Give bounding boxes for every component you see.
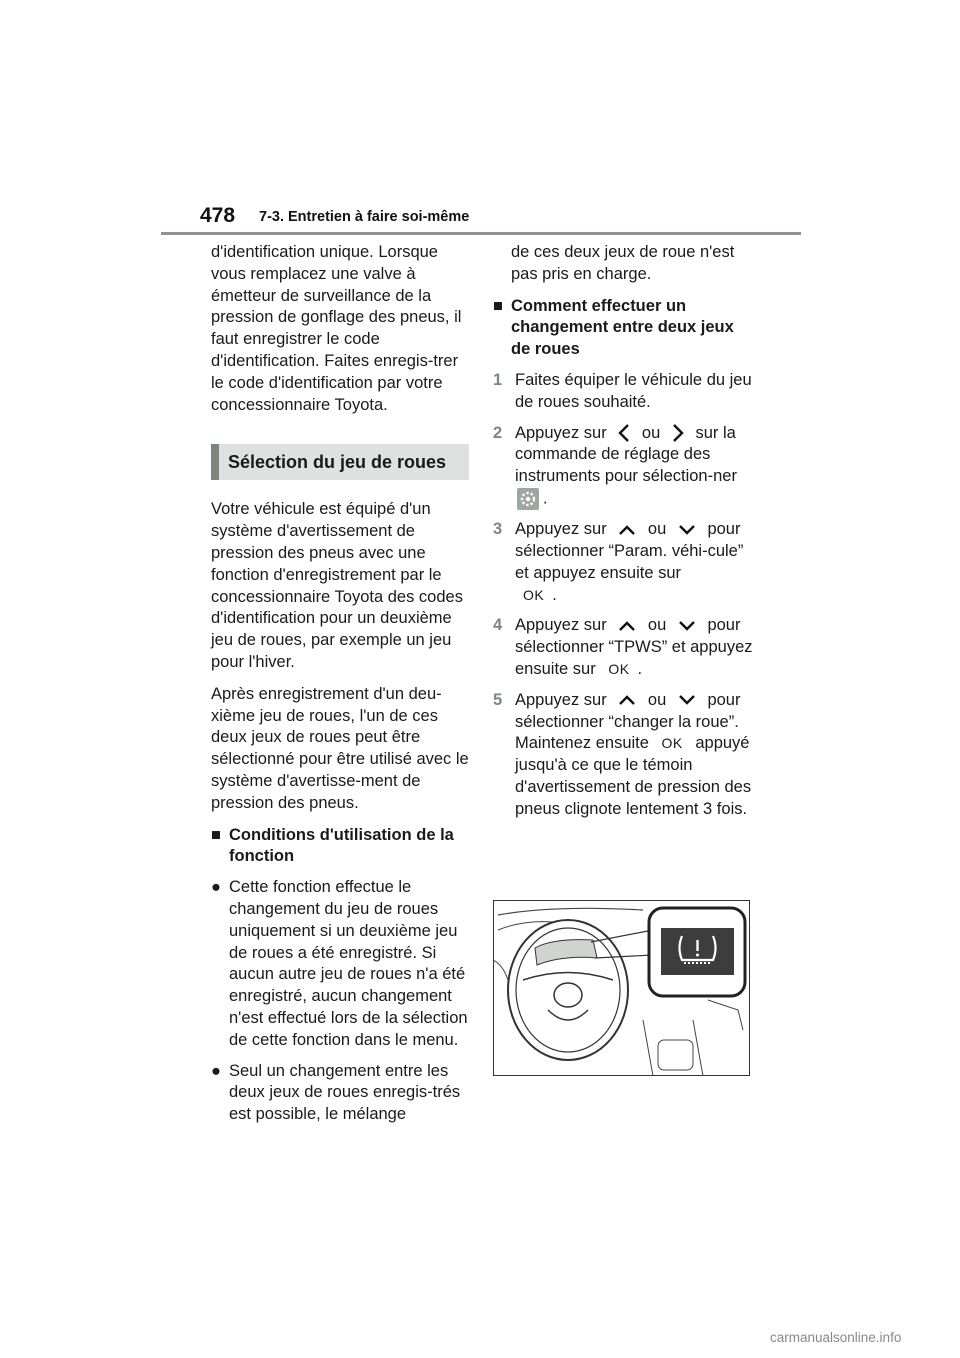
- step-text: .: [543, 489, 548, 508]
- paragraph-2: Après enregistrement d'un deu-xième jeu de roues, l'un de ces deux jeux de roues peut être sélectionné pour être utilisé avec le système d'avertisse-ment de pression des pneus.: [211, 684, 469, 812]
- step-text: Faites équiper le véhicule du jeu de roues souhaité.: [515, 370, 752, 411]
- step-text: pour sélectionner “TPWS” et appuyez ensuite sur: [515, 616, 753, 678]
- step-text: ou: [647, 520, 667, 539]
- chevron-left-icon: [618, 423, 630, 443]
- chevron-down-icon: [678, 524, 696, 536]
- step-number: 3: [493, 520, 503, 539]
- step-4: [493, 615, 755, 680]
- intro-paragraph: d'identification unique. Lorsque vous remplacez une valve à émetteur de surveillance de la pression de gonflage des pneus, il faut enregistrer le code d'identification. Faites enregis-trer le code d'identification par votre concessionnaire Toyota.: [211, 243, 462, 414]
- chevron-up-icon: [618, 620, 636, 632]
- chevron-right-icon: [672, 423, 684, 443]
- chevron-down-icon: [678, 620, 696, 632]
- step-text: Appuyez sur: [515, 616, 607, 635]
- section-title: 7-3. Entretien à faire soi-même: [259, 209, 470, 225]
- page-number: 478: [200, 204, 236, 227]
- step-number: 5: [493, 690, 503, 709]
- step-text: .: [552, 585, 557, 604]
- continuation-paragraph: de ces deux jeux de roue n'est pas pris en charge.: [511, 243, 735, 283]
- header-rule: [161, 232, 801, 235]
- step-text: sur la commande de réglage des instruments pour sélection-ner: [515, 423, 737, 486]
- bullet-item: [211, 877, 473, 1051]
- step-1: [493, 370, 755, 414]
- dashboard-illustration: [493, 900, 750, 1076]
- step-text: Appuyez sur: [515, 520, 607, 539]
- subheading-conditions: [211, 825, 473, 869]
- chevron-up-icon: [618, 694, 636, 706]
- step-text: ou: [647, 616, 667, 635]
- subheading-how-to: [493, 296, 755, 361]
- square-bullet-icon: ■: [493, 296, 503, 315]
- bullet-dot-icon: ●: [211, 878, 221, 897]
- step-text: pour sélectionner “Param. véhi-cule” et appuyez ensuite sur: [515, 520, 744, 582]
- settings-gear-icon: [517, 488, 539, 510]
- right-column: [493, 242, 755, 829]
- step-text: appuyé jusqu'à ce que le témoin d'avertissement de pression des pneus clignote lentement 3 fois.: [515, 734, 752, 818]
- subheading-text: Comment effectuer un changement entre deux jeux de roues: [511, 296, 734, 359]
- ok-button-label: OK: [608, 660, 630, 677]
- subheading-text: Conditions d'utilisation de la fonction: [229, 825, 454, 866]
- chevron-up-icon: [618, 524, 636, 536]
- step-text: .: [637, 659, 643, 678]
- section-heading: Sélection du jeu de roues: [211, 444, 469, 480]
- ok-button-label: OK: [661, 735, 683, 752]
- ok-button-label: OK: [523, 586, 545, 603]
- left-column: [211, 242, 473, 1135]
- bullet-text: Seul un changement entre les deux jeux de roues enregis-trés est possible, le mélange: [229, 1061, 461, 1124]
- step-text: Appuyez sur: [515, 423, 607, 442]
- step-text: ou: [641, 423, 661, 442]
- step-text: ou: [647, 690, 667, 709]
- step-number: 1: [493, 370, 503, 389]
- watermark: carmanualsonline.info: [770, 1330, 902, 1345]
- bullet-text: Cette fonction effectue le changement du jeu de roues uniquement si un deuxième jeu de roues a été enregistré. Si aucun autre jeu de roues n'a été enregistré, aucun changement n'est effectué lors de la sélection de cette fonction dans le menu.: [229, 878, 468, 1049]
- step-number: 2: [493, 423, 503, 442]
- bullet-item: [211, 1061, 473, 1126]
- step-3: [493, 519, 755, 606]
- paragraph-1: Votre véhicule est équipé d'un système d'avertissement de pression des pneus avec une fonction d'enregistrement par le concessionnaire Toyota des codes d'identification pour un deuxième jeu de roues, par exemple un jeu pour l'hiver.: [211, 500, 463, 671]
- step-2: [493, 423, 755, 511]
- square-bullet-icon: ■: [211, 825, 221, 844]
- bullet-dot-icon: ●: [211, 1061, 221, 1080]
- step-text: Appuyez sur: [515, 690, 607, 709]
- chevron-down-icon: [678, 694, 696, 706]
- step-number: 4: [493, 616, 503, 635]
- step-5: [493, 690, 755, 821]
- step-text: pour sélectionner “changer la roue”. Maintenez ensuite: [515, 690, 741, 753]
